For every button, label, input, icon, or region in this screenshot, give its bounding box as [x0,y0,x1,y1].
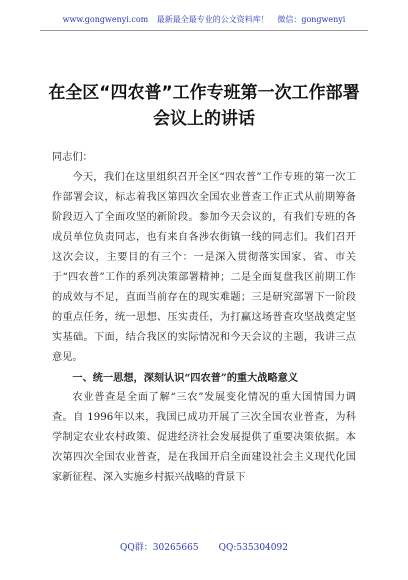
header-wechat: 微信：gongwenyi [277,15,346,24]
salutation: 同志们： [52,152,93,163]
footer-qq-group: QQ群：30265665 [120,543,199,553]
paragraph-intro: 今天，我们在这里组织召开全区“四农普”工作专班的第一次工作部署会议，标志着我区第四次全国农业普查工作正式从前期筹备阶段迈入了全面攻坚的新阶段。参加今天会议的，有我们专班的各成员单位负责同志，也有来自各涉农街镇一线的同志们。我们召开这次会议，主要目的有三个：一是深入贯彻落实国家、省、市关于“四农普”工作的系列决策部署精神；二是全面复盘我区前期工作的成效与不足，直面当前存在的现实难题；三是研究部署下一阶段的重点任务，统一思想、压实责任，为打赢这场普查攻坚战奠定坚实基础。下面，结合我区的实际情况和今天会议的主题，我讲三点意见。 [52,172,356,363]
paragraph-section-1: 农业普查是全面了解“三农”发展变化情况的重大国情国力调查。自 1996年以来，我国已成功开展了三次全国农业普查，为科学制定农业农村政策、促进经济社会发展提供了重要决策依据。本次第四次全国农业普查，是在我国开启全面建设社会主义现代化国家新征程、深入实施乡村振兴战略的背景下 [52,392,356,483]
page-header [0,14,408,25]
document-body [52,148,356,488]
document-title: 在全区“四农普”工作专班第一次工作部署会议上的讲话 [48,83,360,129]
header-url: www.gongwenyi.com [62,15,149,24]
header-tagline: 最新最全最专业的公文资料库！ [156,15,269,24]
header-divider [40,30,368,31]
section-heading-1: 一、统一思想，深刻认识“四农普”的重大战略意义 [72,372,299,384]
page-footer [0,540,408,553]
footer-qq: QQ:535304092 [218,543,288,553]
